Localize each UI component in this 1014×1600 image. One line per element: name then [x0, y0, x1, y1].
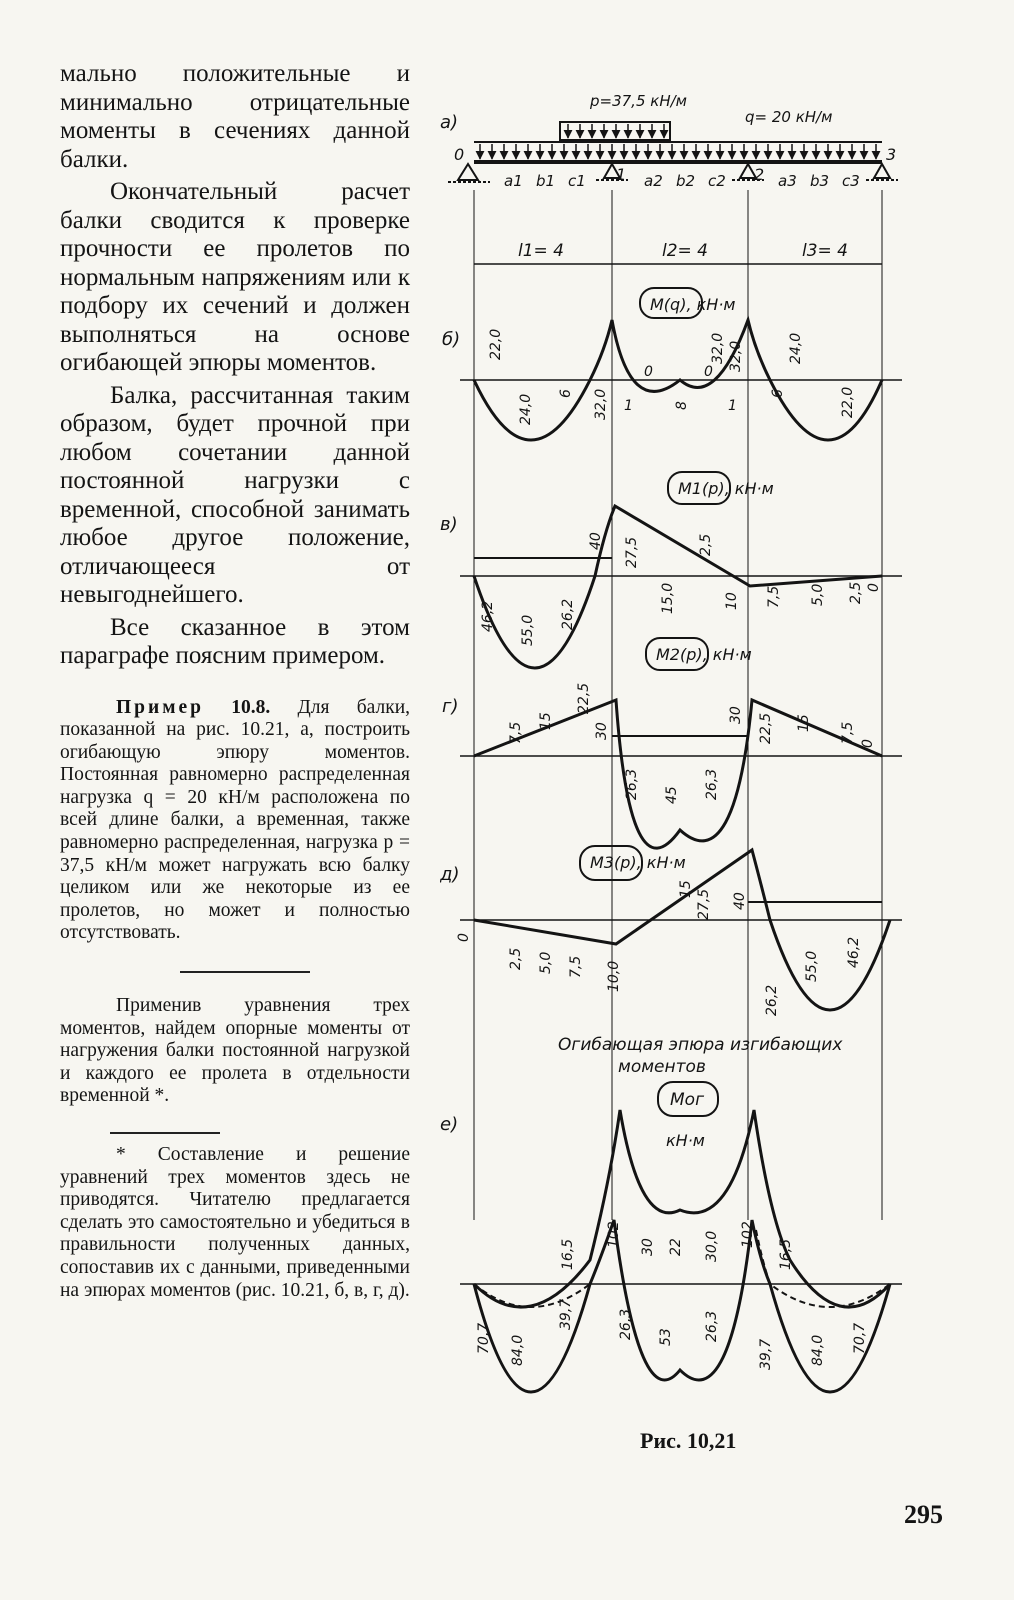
p-load-label: p=37,5 кН/м — [590, 92, 687, 110]
d-val-6: 15 — [678, 880, 694, 898]
e-val-6: 30 — [640, 1238, 656, 1256]
section-label: b3 — [810, 172, 830, 190]
paragraph-5: Применив уравнения трех моментов, найдем опорные моменты от нагружения балки постоянной нагрузкой и каждого ее пролета в отдельности временной *. — [60, 995, 410, 1107]
v-val-1: 40 — [588, 532, 604, 550]
section-label: b2 — [676, 172, 696, 190]
g-val-5: 30 — [728, 706, 744, 724]
example-paragraph — [60, 697, 410, 946]
v-val-3: 2,5 — [698, 533, 714, 556]
example-label: Пример — [116, 696, 205, 718]
b-val-5: 0 — [644, 364, 653, 380]
v-val-6: 26,2 — [560, 598, 576, 630]
e-val-15: 84,0 — [810, 1334, 826, 1366]
b-val-12: 24,0 — [788, 332, 804, 364]
panel-a-label: а) — [440, 112, 459, 133]
section-label: a1 — [504, 172, 523, 190]
g-val-4: 30 — [594, 722, 610, 740]
panel-d-diagram — [440, 846, 902, 1016]
b-val-11: 32,0 — [728, 340, 744, 372]
paragraph-3: Балка, рассчитанная таким образом, будет прочной при любом сочетании данной постоянной нагрузки с временной, способной занимать любое другое положение, отличающееся от невыгоднейшего. — [60, 381, 410, 608]
v-val-7: 15,0 — [660, 582, 676, 614]
paragraph-1: мально положительные и минимально отрицательные моменты в сечениях данной балки. — [60, 60, 410, 173]
v-val-8: 10 — [724, 592, 740, 610]
span-3: l3= 4 — [802, 241, 849, 261]
b-val-8: 8 — [674, 401, 690, 410]
panel-g-curve — [474, 700, 882, 848]
panel-e-unit: кН·м — [666, 1131, 705, 1150]
example-number: 10.8. — [231, 696, 271, 718]
g-val-11: 45 — [664, 786, 680, 804]
v-val-9: 7,5 — [766, 585, 782, 608]
node-label: 1 — [616, 165, 627, 184]
separator-rule — [180, 971, 310, 973]
span-1: l1= 4 — [518, 241, 565, 261]
node-label: 3 — [886, 145, 897, 164]
support-0 — [458, 164, 478, 180]
panel-e-envelope — [440, 1035, 902, 1392]
section-label: a3 — [778, 172, 797, 190]
paragraph-4: Все сказанное в этом параграфе поясним примером. — [60, 613, 410, 669]
b-val-14: 22,0 — [840, 386, 856, 418]
g-val-7: 15 — [796, 714, 812, 732]
figure-10-21 — [440, 80, 920, 1420]
g-val-9: 0 — [860, 739, 876, 748]
v-val-11: 2,5 — [848, 581, 864, 604]
g-val-2: 15 — [538, 712, 554, 730]
e-val-11: 26,3 — [618, 1308, 634, 1340]
q-load-arrows — [480, 144, 876, 159]
b-val-7: 1 — [624, 398, 633, 414]
d-val-2: 2,5 — [508, 947, 524, 970]
panel-g-label: г) — [442, 696, 459, 717]
e-val-5: 39,7 — [558, 1298, 574, 1330]
d-val-8: 40 — [732, 892, 748, 910]
g-val-3: 22,5 — [576, 682, 592, 714]
example-text: Для балки, показанной на рис. 10.21, а, построить огибающую эпюру моментов. Постоянная равномерно распределенная нагрузка q = 20 кН/м расположена по всей длине балки, а временная, также равномерно распределенная, нагрузка p = 37,5 кН/м может нагружать всю балку целиком или же некоторые из ее пролетов, но может и полностью отсутствовать. — [60, 696, 410, 944]
node-label: 2 — [754, 165, 765, 184]
d-val-5: 10,0 — [606, 960, 622, 992]
panel-b-diagram — [442, 288, 902, 440]
p-load-arrows — [568, 124, 664, 138]
e-val-10: 84,0 — [510, 1334, 526, 1366]
d-val-7: 27,5 — [696, 888, 712, 920]
footnote-rule — [110, 1132, 220, 1134]
e-val-2: 102 — [740, 1221, 756, 1248]
panel-g-title: M2(p), кН·м — [656, 645, 752, 664]
panel-a-beam — [440, 92, 898, 264]
section-label: c2 — [708, 172, 726, 190]
panel-e-title: Mог — [670, 1090, 704, 1110]
section-labels — [504, 172, 860, 190]
panel-e-dashed-right — [756, 1230, 890, 1307]
panel-v-title: M1(p), кН·м — [678, 479, 774, 498]
b-val-9: 1 — [728, 398, 737, 414]
text-column — [60, 60, 410, 1302]
page-number: 295 — [904, 1500, 943, 1529]
section-label: c1 — [568, 172, 586, 190]
b-val-4: 32,0 — [593, 388, 609, 420]
d-val-4: 7,5 — [568, 955, 584, 978]
d-val-1: 0 — [456, 933, 472, 942]
g-val-1: 7,5 — [508, 721, 524, 744]
v-val-4: 46,2 — [480, 600, 496, 632]
b-val-3: 6 — [558, 389, 574, 398]
b-val-6: 32,0 — [710, 332, 726, 364]
panel-d-curve — [474, 850, 890, 1010]
b-val-10: 0 — [704, 364, 713, 380]
v-val-10: 5,0 — [810, 583, 826, 606]
e-val-9: 70,7 — [476, 1322, 492, 1354]
v-val-5: 55,0 — [520, 614, 536, 646]
paragraph-2: Окончательный расчет балки сводится к проверке прочности ее пролетов по нормальным напряжениям или к подбору их сечений и должен выполняться на основе огибающей эпюры моментов. — [60, 178, 410, 376]
panel-e-label: е) — [440, 1114, 459, 1135]
b-val-13: 6 — [770, 389, 786, 398]
g-val-8: 7,5 — [840, 721, 856, 744]
section-label: b1 — [536, 172, 556, 190]
q-load-label: q= 20 кН/м — [745, 108, 833, 126]
footnote: * Составление и решение уравнений трех моментов здесь не приводятся. Читателю предлагается сделать это самостоятельно и убедиться в правильности полученных данных, сопоставив их с данными, приведенными на эпюрах моментов (рис. 10.21, б, в, г, д). — [60, 1144, 410, 1301]
e-val-1: 102 — [606, 1221, 622, 1248]
d-val-3: 5,0 — [538, 951, 554, 974]
figure-caption: Рис. 10,21 — [640, 1428, 737, 1453]
panel-d-title: M3(p), кН·м — [590, 853, 686, 872]
v-val-2: 27,5 — [624, 536, 640, 568]
panel-d-label: д) — [440, 864, 460, 885]
g-val-10: 26,3 — [624, 768, 640, 800]
g-val-12: 26,3 — [704, 768, 720, 800]
e-val-4: 16,5 — [778, 1238, 794, 1270]
e-val-13: 26,3 — [704, 1310, 720, 1342]
panel-e-heading-line2: моментов — [618, 1057, 706, 1077]
e-val-14: 39,7 — [758, 1338, 774, 1370]
e-val-16: 70,7 — [852, 1322, 868, 1354]
span-2: l2= 4 — [662, 241, 709, 261]
support-3 — [874, 164, 890, 178]
d-val-10: 55,0 — [804, 950, 820, 982]
e-val-8: 30,0 — [704, 1230, 720, 1262]
panel-e-dashed-left — [474, 1230, 610, 1307]
e-val-12: 53 — [658, 1328, 674, 1346]
section-label: a2 — [644, 172, 663, 190]
g-val-6: 22,5 — [758, 712, 774, 744]
p-load-block — [560, 122, 670, 140]
e-val-7: 22 — [668, 1238, 684, 1256]
node-label: 0 — [454, 145, 465, 164]
d-val-11: 46,2 — [846, 936, 862, 968]
section-label: c3 — [842, 172, 860, 190]
v-val-12: 0 — [866, 583, 882, 592]
panel-b-label: б) — [442, 329, 461, 350]
d-val-9: 26,2 — [764, 984, 780, 1016]
b-val-2: 24,0 — [518, 393, 534, 425]
b-val-1: 22,0 — [488, 328, 504, 360]
panel-b-title: M(q), кН·м — [650, 295, 736, 314]
e-val-3: 16,5 — [560, 1238, 576, 1270]
panel-g-diagram — [442, 638, 902, 848]
panel-v-label: в) — [440, 514, 458, 535]
panel-e-heading-line1: Огибающая эпюра изгибающих — [558, 1035, 843, 1055]
